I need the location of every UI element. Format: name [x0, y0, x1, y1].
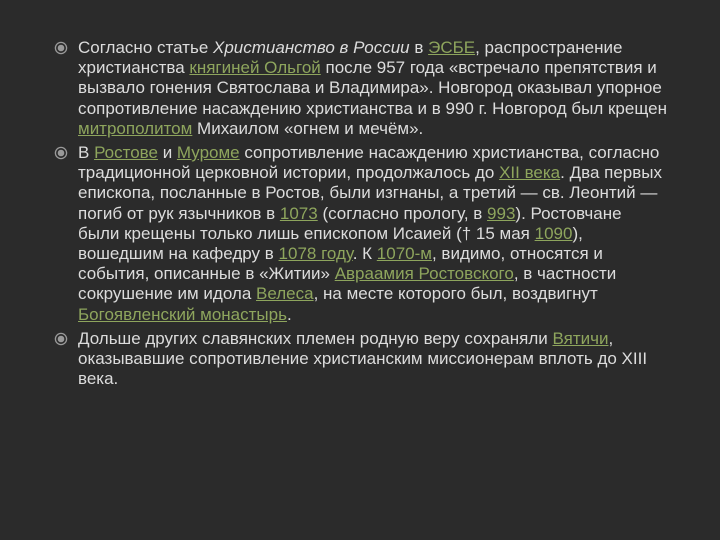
paragraph-text: , в частности сокрушение им идола [78, 264, 617, 304]
paragraph-text: . К [352, 244, 377, 264]
link-12th-century[interactable]: XII века [499, 163, 561, 183]
link-metropolitan[interactable]: митрополитом [78, 118, 193, 138]
source-article-title: Христианство в России [213, 38, 410, 57]
paragraph-text: Согласно статье [78, 38, 213, 57]
link-epiphany-monastery[interactable]: Богоявленский монастырь [78, 304, 287, 324]
link-veles[interactable]: Велеса [256, 284, 314, 304]
paragraph-text: , видимо, относятся и события, описанные в «Житии» [78, 244, 603, 284]
link-year-1073[interactable]: 1073 [279, 203, 318, 223]
bullet-paragraph-3 [52, 329, 667, 390]
paragraph-text: Михаилом «огнем и мечём». [192, 118, 424, 138]
paragraph-text: . [286, 304, 292, 324]
circled-dot-icon [54, 146, 68, 160]
circled-dot-icon [54, 41, 68, 55]
link-rostov[interactable]: Ростове [94, 143, 158, 163]
slide-content [52, 38, 667, 393]
paragraph-text: (согласно прологу, в [317, 203, 488, 223]
paragraph-text: ), вошедшим на кафедру в [78, 223, 583, 264]
paragraph-text: после 957 года «встречало препятствия и вызвало гонения Святослава и Владимира». Новгород оказывал упорное сопротивление насаждению христианства и в 990 г. Новгород был крещен [78, 58, 667, 118]
paragraph-text: в [409, 38, 429, 57]
link-vyatichi[interactable]: Вятичи [552, 328, 609, 348]
paragraph-text: Дольше других славянских племен родную веру сохраняли [78, 328, 553, 348]
paragraph-text: , на месте которого был, воздвигнут [313, 284, 598, 304]
paragraph-text: ). Ростовчане были крещены только лишь епископом Исаией († 15 мая [78, 203, 622, 243]
paragraph-text: сопротивление насаждению христианства, согласно традиционной церковной истории, продолжалось до [78, 143, 660, 183]
link-esbe[interactable]: ЭСБЕ [428, 38, 476, 57]
link-murom[interactable]: Муроме [176, 143, 240, 163]
bullet-paragraph-2 [52, 143, 667, 325]
link-year-1090[interactable]: 1090 [534, 223, 573, 243]
paragraph-text: . Два первых епископа, посланные в Ростов, были изгнаны, а третий — св. Леонтий — погиб от рук язычников в [78, 163, 662, 223]
link-princess-olga[interactable]: княгиней Ольгой [189, 58, 321, 78]
paragraph-text: , оказывавшие сопротивление христианским миссионерам вплоть до XIII века. [78, 328, 648, 389]
circled-dot-icon [54, 332, 68, 346]
paragraph-text: , распространение христианства [78, 38, 623, 78]
link-year-993[interactable]: 993 [487, 203, 516, 223]
paragraph-text: и [157, 143, 177, 163]
bullet-paragraph-1 [52, 38, 667, 139]
link-1070s[interactable]: 1070-м [376, 244, 432, 264]
link-year-1078[interactable]: 1078 году [278, 244, 353, 264]
paragraph-text: В [78, 143, 95, 163]
link-avraamiy-rostovsky[interactable]: Авраамия Ростовского [334, 264, 514, 284]
